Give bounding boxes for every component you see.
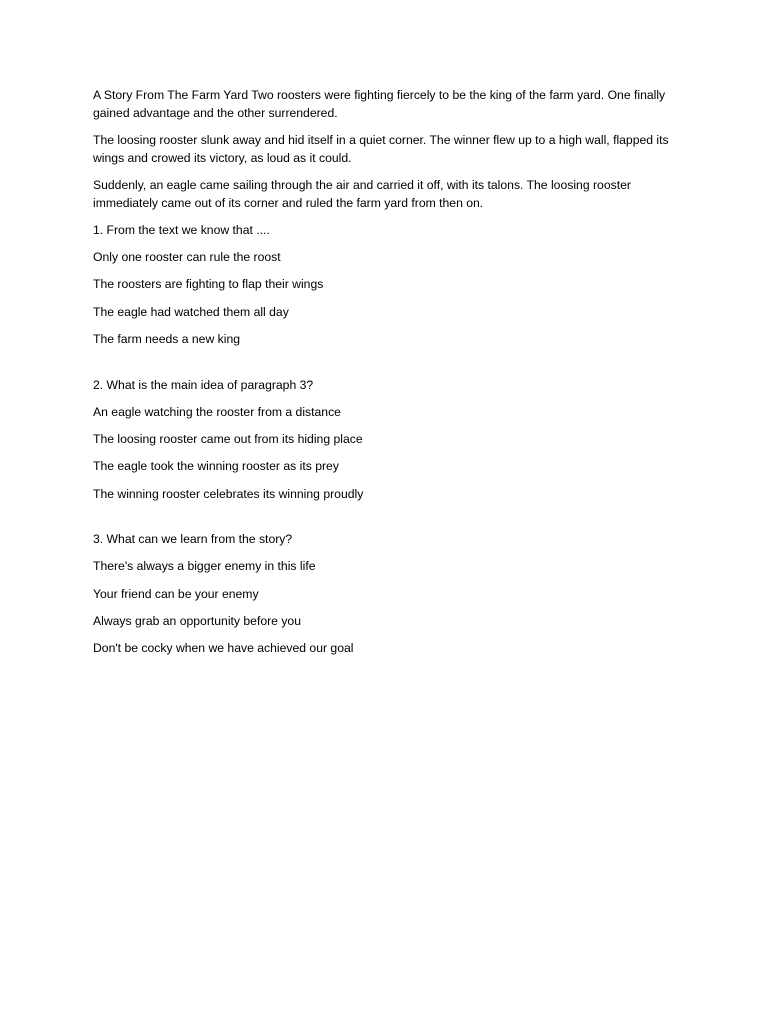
question-2-option-3: The eagle took the winning rooster as its prey xyxy=(93,459,339,474)
question-1 xyxy=(93,221,683,348)
question-1-option-1: Only one rooster can rule the roost xyxy=(93,250,281,264)
question-2-option-2: The loosing rooster came out from its hiding place xyxy=(93,431,363,446)
story-paragraph-3: Suddenly, an eagle came sailing through the air and carried it off, with its talons. The loosing rooster immediately came out of its corner and ruled the farm yard from then on. xyxy=(93,178,631,210)
question-3-prompt: 3. What can we learn from the story? xyxy=(93,532,293,547)
question-3-option-2: Your friend can be your enemy xyxy=(93,586,259,601)
question-3-option-4: Don't be cocky when we have achieved our goal xyxy=(93,641,354,656)
document-body xyxy=(93,86,683,667)
section-gap xyxy=(93,512,683,530)
section-gap xyxy=(93,358,683,376)
question-1-option-3: The eagle had watched them all day xyxy=(93,304,289,319)
question-2-option-1: An eagle watching the rooster from a distance xyxy=(93,404,341,419)
question-3 xyxy=(93,530,683,657)
question-3-option-1: There's always a bigger enemy in this life xyxy=(93,559,316,574)
question-2-prompt: 2. What is the main idea of paragraph 3? xyxy=(93,377,314,392)
question-3-option-3: Always grab an opportunity before you xyxy=(93,613,301,628)
story-paragraph-1: A Story From The Farm Yard Two roosters were fighting fiercely to be the king of the farm yard. One finally gained advantage and the other surrendered. xyxy=(93,88,666,120)
question-1-option-4: The farm needs a new king xyxy=(93,332,241,347)
question-1-prompt: 1. From the text we know that .... xyxy=(93,223,270,237)
question-2-option-4: The winning rooster celebrates its winning proudly xyxy=(93,486,364,501)
question-2 xyxy=(93,376,683,503)
question-1-option-2: The roosters are fighting to flap their wings xyxy=(93,277,324,292)
story-section xyxy=(93,86,683,212)
story-paragraph-2: The loosing rooster slunk away and hid itself in a quiet corner. The winner flew up to a high wall, flapped its wings and crowed its victory, as loud as it could. xyxy=(93,133,669,165)
